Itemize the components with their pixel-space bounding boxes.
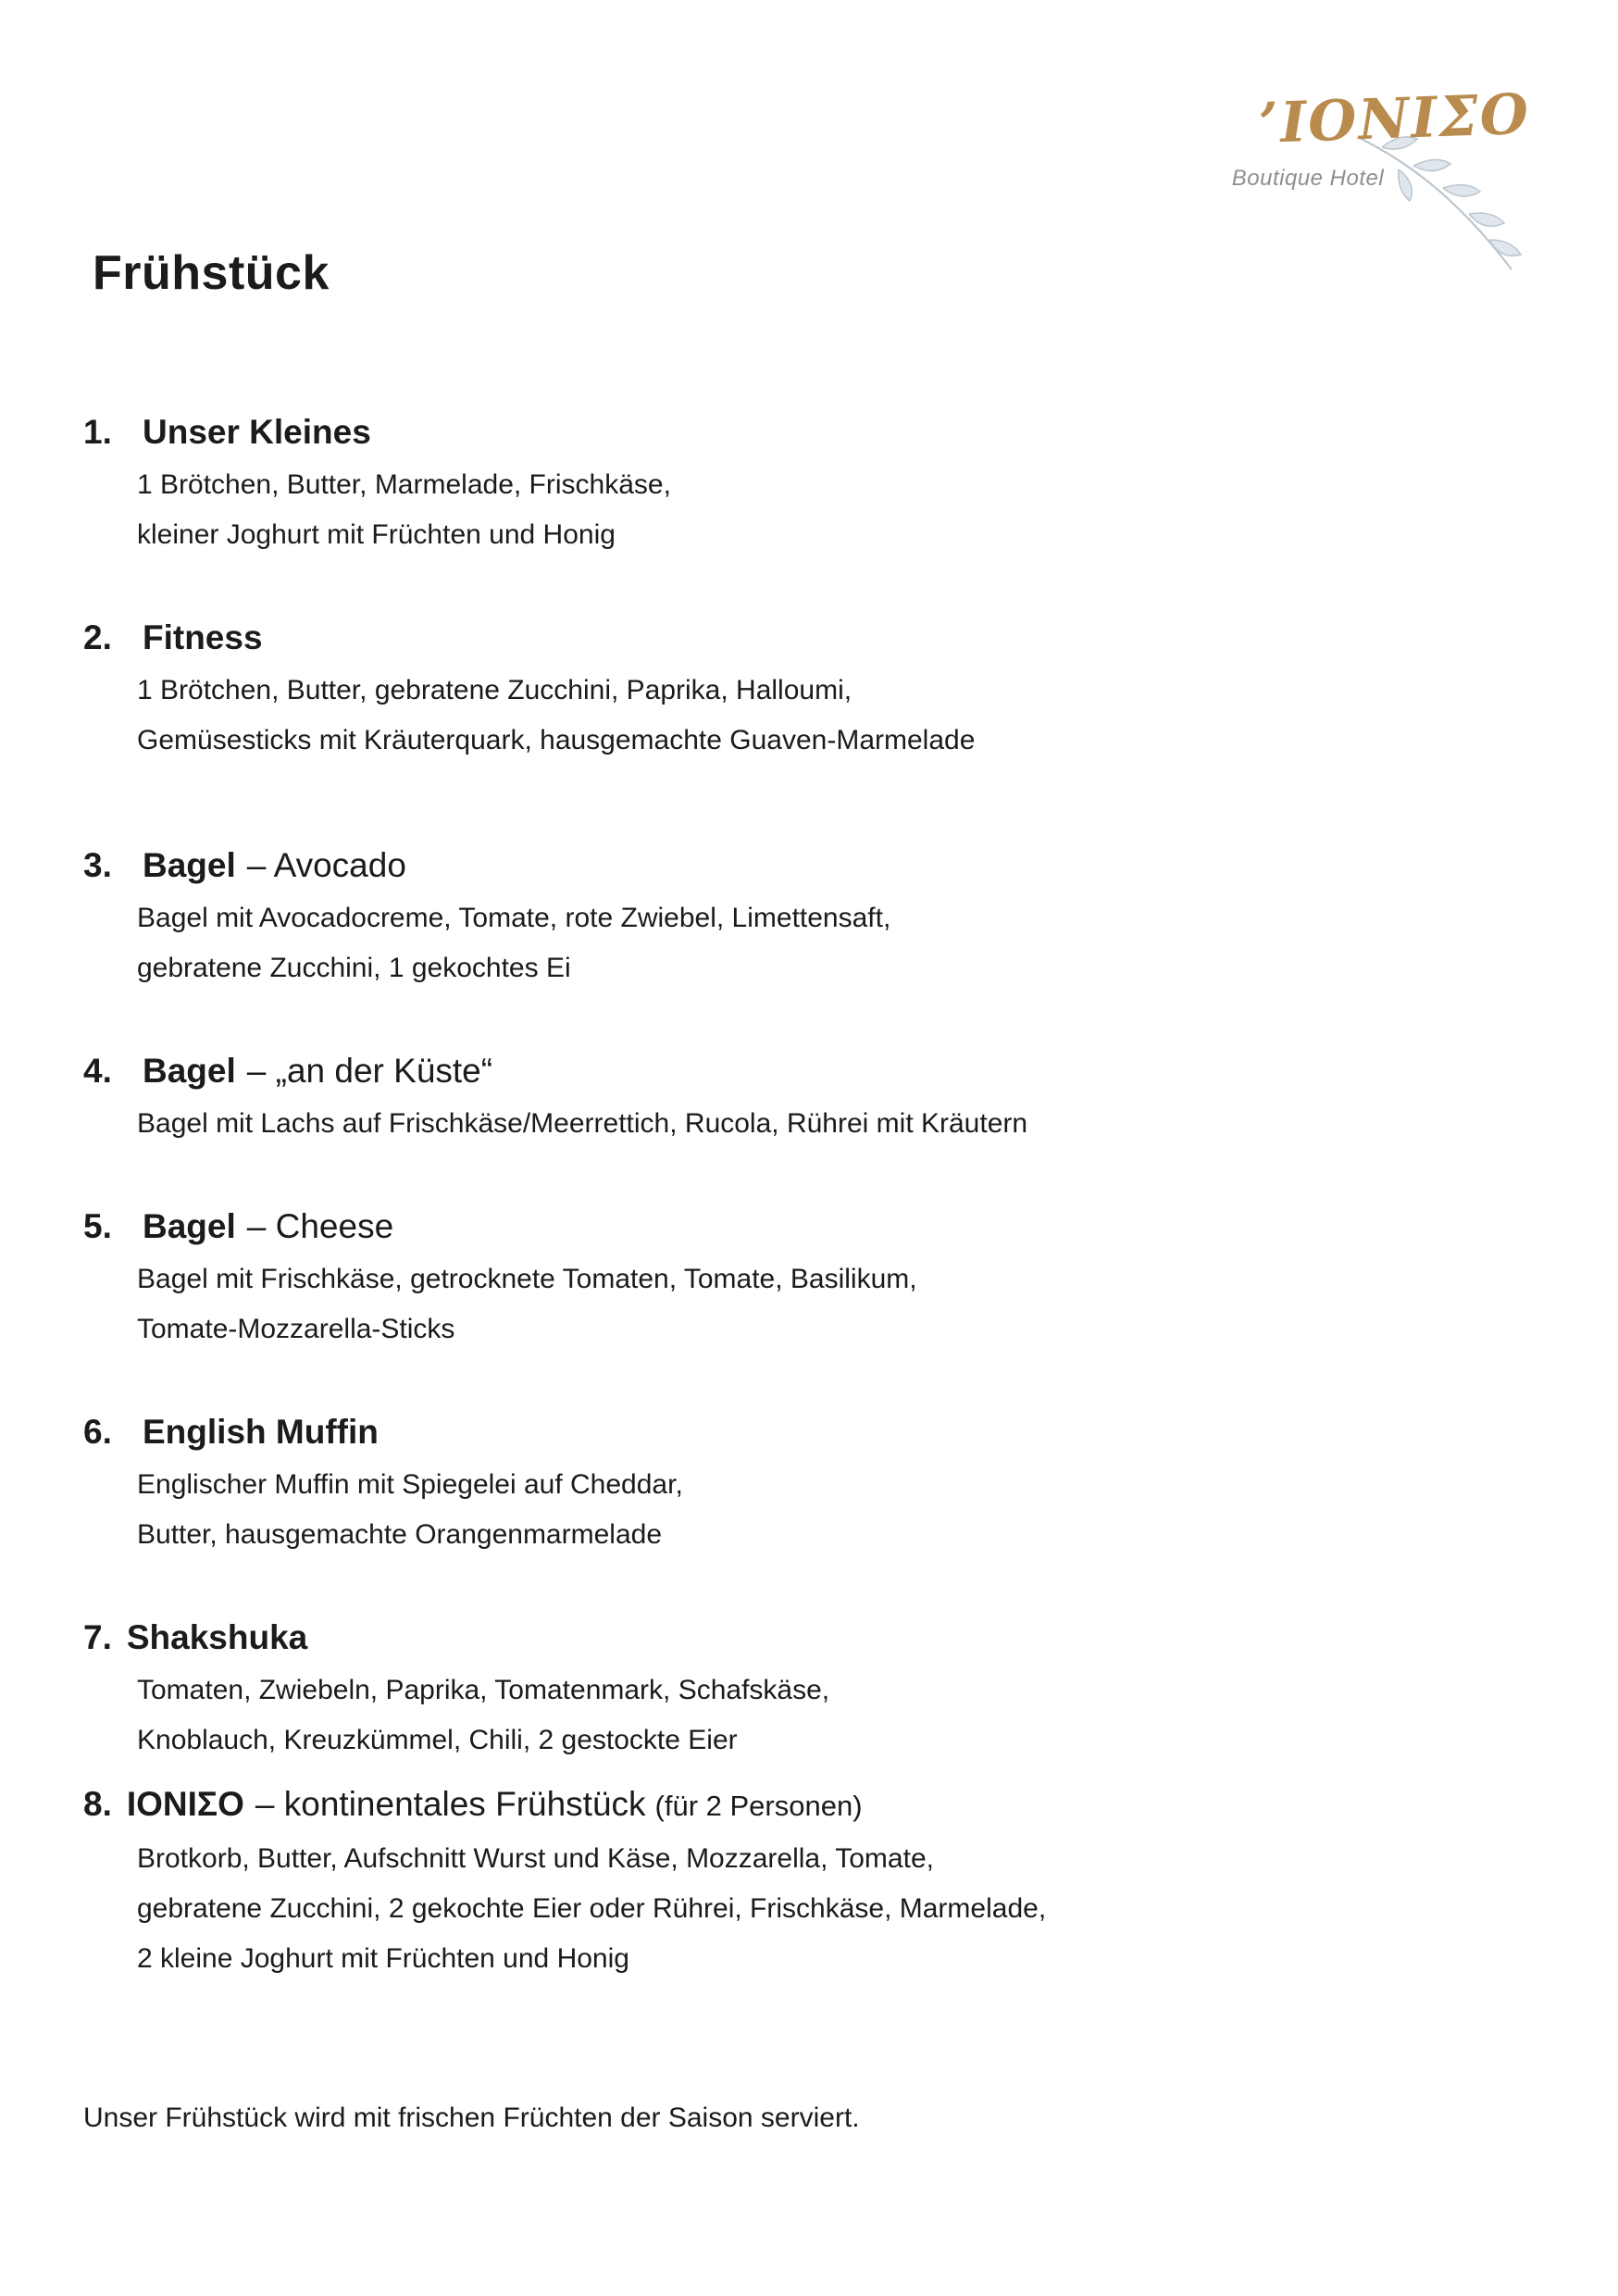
item-name: Shakshuka (126, 1618, 308, 1656)
menu-item (83, 616, 1516, 766)
menu-item (83, 410, 1516, 560)
menu-item (83, 1410, 1516, 1560)
description-line: 1 Brötchen, Butter, Marmelade, Frischkäse, (137, 469, 671, 500)
description-line: Butter, hausgemachte Orangenmarmelade (137, 1519, 662, 1550)
description-line: 2 kleine Joghurt mit Früchten und Honig (137, 1943, 629, 1974)
item-number: 2. (83, 618, 112, 656)
logo-subtitle: Boutique Hotel (1231, 166, 1385, 191)
description-line: Bagel mit Avocadocreme, Tomate, rote Zwiebel, Limettensaft, (137, 903, 891, 933)
item-name: English Muffin (143, 1413, 379, 1451)
menu-item-heading (83, 1049, 1516, 1093)
menu-item-heading (83, 1410, 1516, 1454)
page-title: Frühstück (93, 246, 330, 300)
menu-item (83, 1782, 1516, 1984)
item-name: Bagel (143, 1207, 236, 1245)
menu-item-heading (83, 1204, 1516, 1249)
item-suffix: – Cheese (246, 1207, 394, 1245)
item-description (137, 1834, 1516, 1984)
description-line: Brotkorb, Butter, Aufschnitt Wurst und Käse, Mozzarella, Tomate, (137, 1843, 934, 1874)
description-line: Englischer Muffin mit Spiegelei auf Cheddar, (137, 1469, 683, 1500)
description-line: Bagel mit Frischkäse, getrocknete Tomaten, Tomate, Basilikum, (137, 1264, 917, 1294)
description-line: gebratene Zucchini, 1 gekochtes Ei (137, 953, 571, 983)
menu-item (83, 1204, 1516, 1354)
description-line: Tomate-Mozzarella-Sticks (137, 1314, 455, 1344)
item-note: (für 2 Personen) (654, 1790, 863, 1822)
item-suffix: – kontinentales Frühstück (255, 1785, 646, 1823)
item-description (137, 666, 1516, 766)
description-line: kleiner Joghurt mit Früchten und Honig (137, 519, 616, 550)
item-name: Unser Kleines (143, 413, 371, 451)
menu-item-heading (83, 1782, 1516, 1828)
menu-item (83, 1616, 1516, 1766)
item-number: 6. (83, 1413, 112, 1451)
menu-item-heading (83, 410, 1516, 455)
item-suffix: – Avocado (246, 846, 406, 884)
item-description (137, 893, 1516, 993)
item-description (137, 1254, 1516, 1354)
item-number: 7. (83, 1618, 112, 1656)
description-line: Knoblauch, Kreuzkümmel, Chili, 2 gestockte Eier (137, 1725, 738, 1755)
description-line: Gemüsesticks mit Kräuterquark, hausgemachte Guaven-Marmelade (137, 725, 976, 755)
item-suffix: – „an der Küste“ (246, 1052, 493, 1090)
logo-text: ’ΙΟΝΙΣΟ (1258, 81, 1532, 156)
menu-item-heading (83, 843, 1516, 888)
item-description (137, 460, 1516, 560)
menu-item (83, 843, 1516, 993)
item-number: 1. (83, 413, 112, 451)
menu-item (83, 1049, 1516, 1149)
item-number: 8. (83, 1785, 112, 1823)
item-description (137, 1460, 1516, 1560)
menu-item-heading (83, 1616, 1516, 1660)
item-name: Fitness (143, 618, 263, 656)
description-line: Tomaten, Zwiebeln, Paprika, Tomatenmark, Schafskäse, (137, 1675, 830, 1705)
item-name: ΙΟΝΙΣΟ (126, 1785, 244, 1823)
item-number: 5. (83, 1207, 112, 1245)
item-number: 4. (83, 1052, 112, 1090)
description-line: gebratene Zucchini, 2 gekochte Eier oder Rührei, Frischkäse, Marmelade, (137, 1893, 1047, 1924)
menu-item-heading (83, 616, 1516, 660)
description-line: 1 Brötchen, Butter, gebratene Zucchini, Paprika, Halloumi, (137, 675, 853, 705)
item-description (137, 1666, 1516, 1766)
description-line: Bagel mit Lachs auf Frischkäse/Meerrettich, Rucola, Rührei mit Kräutern (137, 1108, 1028, 1139)
footer-note: Unser Frühstück wird mit frischen Früchten der Saison serviert. (83, 2103, 860, 2133)
item-name: Bagel (143, 1052, 236, 1090)
item-name: Bagel (143, 846, 236, 884)
item-description (137, 1099, 1516, 1149)
item-number: 3. (83, 846, 112, 884)
